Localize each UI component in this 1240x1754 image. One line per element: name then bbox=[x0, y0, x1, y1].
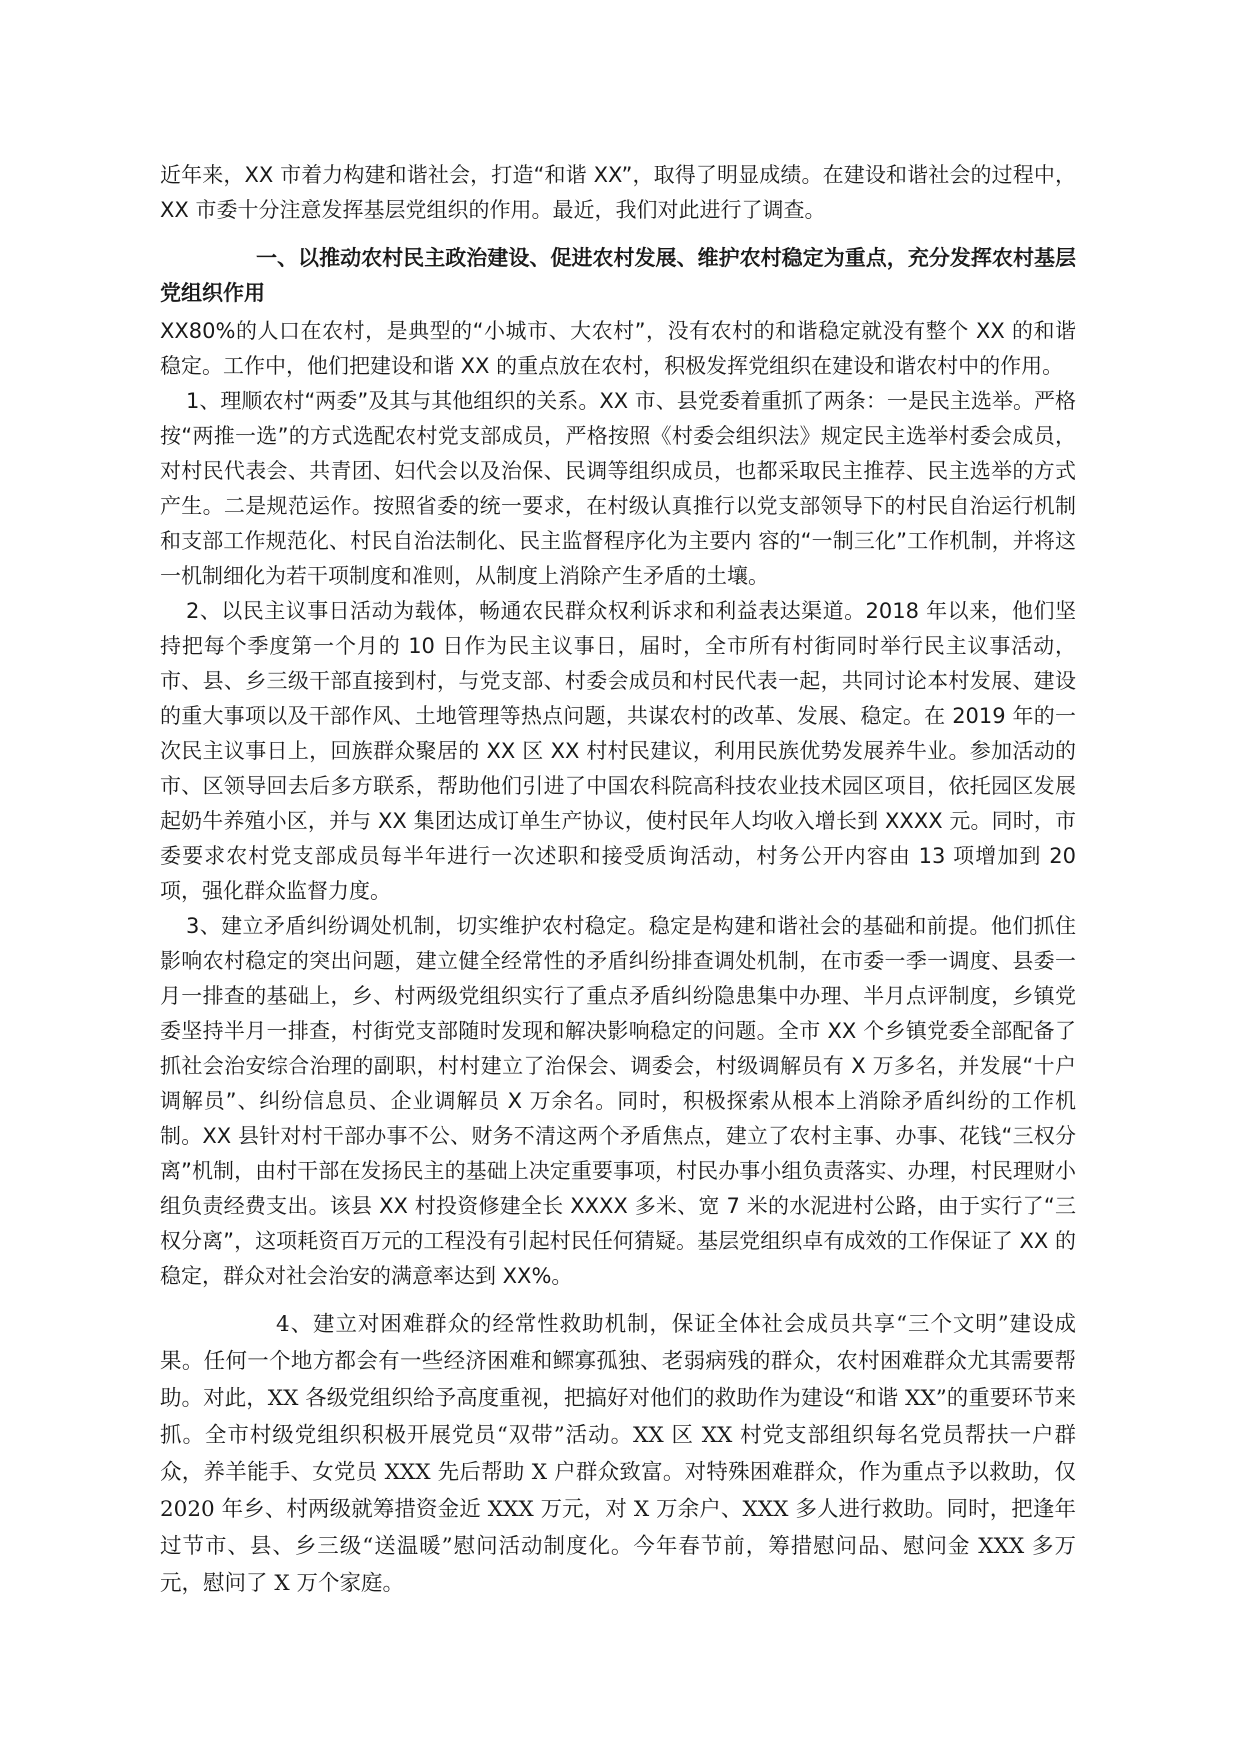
document-page bbox=[160, 158, 1076, 1602]
intro-paragraph: 近年来，XX 市着力构建和谐社会，打造“和谐 XX”，取得了明显成绩。在建设和谐社会的过程中，XX 市委十分注意发挥基层党组织的作用。最近，我们对此进行了调查。 bbox=[160, 163, 1076, 222]
section-1-intro-paragraph: XX80%的人口在农村，是典型的“小城市、大农村”，没有农村的和谐稳定就没有整个 XX 的和谐稳定。工作中，他们把建设和谐 XX 的重点放在农村，积极发挥党组织在建设和谐农村中的作用。 bbox=[160, 319, 1076, 378]
item-4-paragraph: 4、建立对困难群众的经常性救助机制，保证全体社会成员共享“三个文明”建设成果。任何一个地方都会有一些经济困难和鳏寡孤独、老弱病残的群众，农村困难群众尤其需要帮助。对此，XX 各级党组织给予高度重视，把搞好对他们的救助作为建设“和谐 XX”的重要环节来抓。全市村级党组织积极开展党员“双带”活动。XX 区 XX 村党支部组织每名党员帮扶一户群众，养羊能手、女党员 XXX 先后帮助 X 户群众致富。对特殊困难群众，作为重点予以救助，仅 2020 年乡、村两级就筹措资金近 XXX 万元，对 X 万余户、XXX 多人进行救助。同时，把逢年过节市、县、乡三级“送温暖”慰问活动制度化。今年春节前，筹措慰问品、慰问金 XXX 多万元，慰问了 X 万个家庭。 bbox=[160, 1312, 1076, 1596]
item-2-paragraph: 2、以民主议事日活动为载体，畅通农民群众权利诉求和利益表达渠道。2018 年以来，他们坚持把每个季度第一个月的 10 日作为民主议事日，届时，全市所有村街同时举行民主议事活动，市、县、乡三级干部直接到村，与党支部、村委会成员和村民代表一起，共同讨论本村发展、建设的重大事项以及干部作风、土地管理等热点问题，共谋农村的改革、发展、稳定。在 2019 年的一次民主议事日上，回族群众聚居的 XX 区 XX 村村民建议，利用民族优势发展养牛业。参加活动的市、区领导回去后多方联系，帮助他们引进了中国农科院高科技农业技术园区项目，依托园区发展起奶牛养殖小区，并与 XX 集团达成订单生产协议，使村民年人均收入增长到 XXXX 元。同时，市委要求农村党支部成员每半年进行一次述职和接受质询活动，村务公开内容由 13 项增加到 20 项，强化群众监督力度。 bbox=[160, 599, 1076, 903]
item-3-paragraph: 3、建立矛盾纠纷调处机制，切实维护农村稳定。稳定是构建和谐社会的基础和前提。他们抓住影响农村稳定的突出问题，建立健全经常性的矛盾纠纷排查调处机制，在市委一季一调度、县委一月一排查的基础上，乡、村两级党组织实行了重点矛盾纠纷隐患集中办理、半月点评制度，乡镇党委坚持半月一排查，村街党支部随时发现和解决影响稳定的问题。全市 XX 个乡镇党委全部配备了抓社会治安综合治理的副职，村村建立了治保会、调委会，村级调解员有 X 万多名，并发展“十户调解员”、纠纷信息员、企业调解员 X 万余名。同时，积极探索从根本上消除矛盾纠纷的工作机制。XX 县针对村干部办事不公、财务不清这两个矛盾焦点，建立了农村主事、办事、花钱“三权分离”机制，由村干部在发扬民主的基础上决定重要事项，村民办事小组负责落实、办理，村民理财小组负责经费支出。该县 XX 村投资修建全长 XXXX 多米、宽 7 米的水泥进村公路，由于实行了“三权分离”，这项耗资百万元的工程没有引起村民任何猜疑。基层党组织卓有成效的工作保证了 XX 的稳定，群众对社会治安的满意率达到 XX%。 bbox=[160, 914, 1076, 1288]
item-1-paragraph: 1、理顺农村“两委”及其与其他组织的关系。XX 市、县党委着重抓了两条：一是民主选举。严格按“两推一选”的方式选配农村党支部成员，严格按照《村委会组织法》规定民主选举村委会成员，对村民代表会、共青团、妇代会以及治保、民调等组织成员，也都采取民主推荐、民主选举的方式产生。二是规范运作。按照省委的统一要求，在村级认真推行以党支部领导下的村民自治运行机制和支部工作规范化、村民自治法制化、民主监督程序化为主要内 容的“一制三化”工作机制，并将这一机制细化为若干项制度和准则，从制度上消除产生矛盾的土壤。 bbox=[160, 389, 1076, 588]
section-1-heading: 一、以推动农村民主政治建设、促进农村发展、维护农村稳定为重点，充分发挥农村基层党组织作用 bbox=[160, 245, 1076, 305]
